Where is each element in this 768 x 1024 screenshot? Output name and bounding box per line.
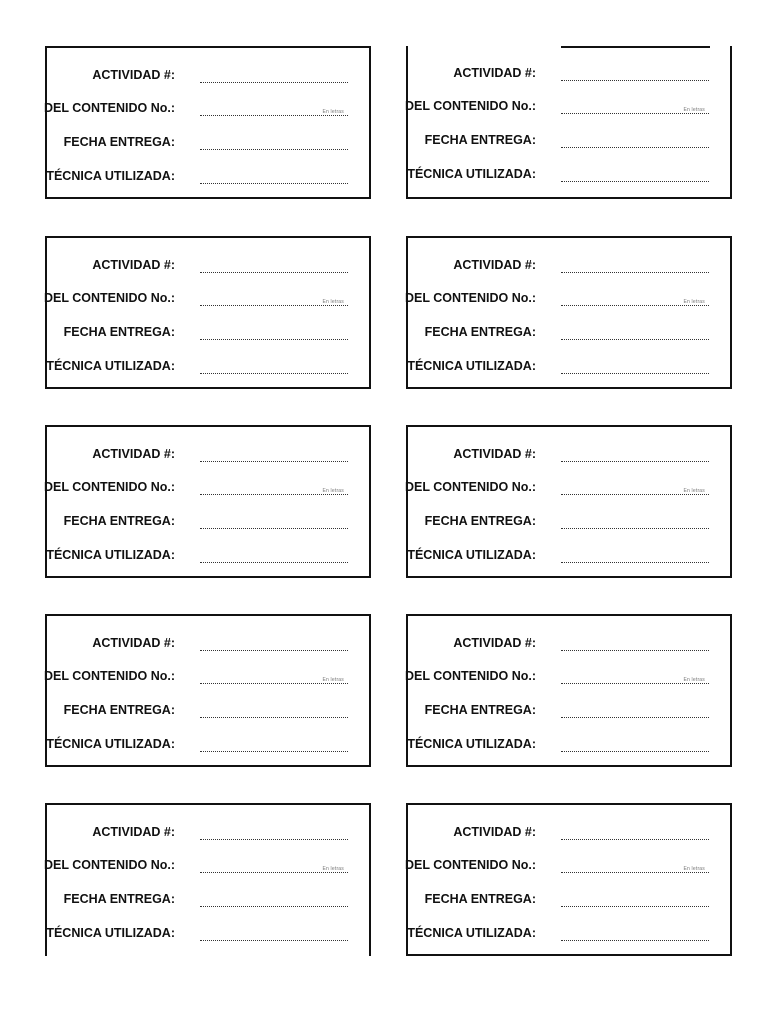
activity-card [45, 803, 371, 956]
field-hint: En letras [683, 677, 705, 683]
activity-card [406, 46, 732, 199]
field-blank-fecha-entrega[interactable] [561, 147, 709, 148]
field-blank-tecnica-utilizada[interactable] [561, 751, 709, 752]
field-row-tecnica-utilizada [47, 736, 369, 756]
field-label-contenido: DEL CONTENIDO No.: [404, 480, 536, 494]
activity-card [45, 46, 371, 199]
field-label-fecha-entrega: FECHA ENTREGA: [424, 514, 536, 528]
field-blank-tecnica-utilizada[interactable] [561, 562, 709, 563]
field-row-tecnica-utilizada [408, 925, 730, 945]
field-label-contenido: DEL CONTENIDO No.: [404, 669, 536, 683]
field-row-fecha-entrega [408, 132, 730, 152]
field-row-actividad [408, 65, 730, 85]
field-blank-actividad[interactable] [200, 839, 348, 840]
field-label-actividad: ACTIVIDAD #: [453, 825, 536, 839]
field-label-tecnica-utilizada: TÉCNICA UTILIZADA: [407, 359, 536, 373]
field-label-tecnica-utilizada: TÉCNICA UTILIZADA: [407, 926, 536, 940]
field-row-tecnica-utilizada [47, 547, 369, 567]
field-row-fecha-entrega [47, 513, 369, 533]
field-hint: En letras [683, 107, 705, 113]
field-blank-actividad[interactable] [561, 461, 709, 462]
field-row-actividad [408, 635, 730, 655]
field-label-tecnica-utilizada: TÉCNICA UTILIZADA: [46, 169, 175, 183]
field-hint: En letras [322, 109, 344, 115]
field-label-contenido: DEL CONTENIDO No.: [43, 101, 175, 115]
activity-card [406, 236, 732, 389]
field-row-actividad [47, 446, 369, 466]
field-blank-tecnica-utilizada[interactable] [561, 940, 709, 941]
activity-card [45, 614, 371, 767]
field-blank-fecha-entrega[interactable] [200, 528, 348, 529]
field-row-actividad [47, 635, 369, 655]
field-blank-tecnica-utilizada[interactable] [200, 940, 348, 941]
field-label-actividad: ACTIVIDAD #: [92, 825, 175, 839]
field-label-fecha-entrega: FECHA ENTREGA: [424, 892, 536, 906]
field-label-fecha-entrega: FECHA ENTREGA: [424, 133, 536, 147]
field-blank-tecnica-utilizada[interactable] [200, 183, 348, 184]
field-row-actividad [408, 446, 730, 466]
field-blank-contenido[interactable] [200, 872, 348, 873]
field-row-tecnica-utilizada [408, 547, 730, 567]
field-blank-tecnica-utilizada[interactable] [561, 181, 709, 182]
field-row-contenido [43, 857, 369, 877]
field-blank-fecha-entrega[interactable] [200, 717, 348, 718]
field-blank-contenido[interactable] [200, 115, 348, 116]
field-blank-actividad[interactable] [561, 650, 709, 651]
field-blank-tecnica-utilizada[interactable] [200, 373, 348, 374]
field-blank-contenido[interactable] [561, 872, 709, 873]
field-row-actividad [47, 824, 369, 844]
field-label-fecha-entrega: FECHA ENTREGA: [63, 325, 175, 339]
field-blank-fecha-entrega[interactable] [561, 339, 709, 340]
field-hint: En letras [322, 866, 344, 872]
field-blank-actividad[interactable] [561, 272, 709, 273]
field-blank-contenido[interactable] [200, 494, 348, 495]
field-label-fecha-entrega: FECHA ENTREGA: [63, 514, 175, 528]
field-label-tecnica-utilizada: TÉCNICA UTILIZADA: [407, 167, 536, 181]
activity-card [45, 425, 371, 578]
field-row-fecha-entrega [408, 324, 730, 344]
field-label-contenido: DEL CONTENIDO No.: [43, 858, 175, 872]
field-row-tecnica-utilizada [47, 925, 369, 945]
field-label-actividad: ACTIVIDAD #: [92, 447, 175, 461]
field-label-contenido: DEL CONTENIDO No.: [43, 669, 175, 683]
field-blank-actividad[interactable] [200, 272, 348, 273]
field-label-fecha-entrega: FECHA ENTREGA: [424, 325, 536, 339]
activity-card [45, 236, 371, 389]
field-label-tecnica-utilizada: TÉCNICA UTILIZADA: [46, 926, 175, 940]
field-row-tecnica-utilizada [408, 166, 730, 186]
field-row-contenido [43, 668, 369, 688]
field-label-tecnica-utilizada: TÉCNICA UTILIZADA: [46, 737, 175, 751]
field-row-contenido [404, 668, 730, 688]
field-label-actividad: ACTIVIDAD #: [92, 636, 175, 650]
field-label-actividad: ACTIVIDAD #: [453, 447, 536, 461]
field-blank-tecnica-utilizada[interactable] [200, 562, 348, 563]
field-blank-actividad[interactable] [561, 839, 709, 840]
field-blank-fecha-entrega[interactable] [561, 717, 709, 718]
field-blank-contenido[interactable] [200, 305, 348, 306]
field-row-actividad [47, 257, 369, 277]
field-blank-fecha-entrega[interactable] [200, 906, 348, 907]
field-label-tecnica-utilizada: TÉCNICA UTILIZADA: [46, 359, 175, 373]
field-blank-fecha-entrega[interactable] [200, 149, 348, 150]
field-row-fecha-entrega [47, 702, 369, 722]
field-blank-contenido[interactable] [561, 113, 709, 114]
field-row-actividad [408, 257, 730, 277]
field-row-contenido [43, 290, 369, 310]
field-row-contenido [404, 479, 730, 499]
field-label-actividad: ACTIVIDAD #: [453, 636, 536, 650]
field-blank-actividad[interactable] [200, 650, 348, 651]
field-row-contenido [43, 100, 369, 120]
field-row-contenido [43, 479, 369, 499]
field-label-contenido: DEL CONTENIDO No.: [43, 291, 175, 305]
field-label-contenido: DEL CONTENIDO No.: [43, 480, 175, 494]
field-row-actividad [408, 824, 730, 844]
field-row-tecnica-utilizada [408, 358, 730, 378]
field-row-contenido [404, 98, 730, 118]
field-row-tecnica-utilizada [408, 736, 730, 756]
field-row-fecha-entrega [47, 324, 369, 344]
field-label-actividad: ACTIVIDAD #: [92, 68, 175, 82]
activity-card [406, 803, 732, 956]
field-row-tecnica-utilizada [47, 358, 369, 378]
field-blank-contenido[interactable] [561, 494, 709, 495]
field-blank-tecnica-utilizada[interactable] [561, 373, 709, 374]
activity-card [406, 425, 732, 578]
field-row-fecha-entrega [408, 702, 730, 722]
field-blank-fecha-entrega[interactable] [561, 906, 709, 907]
field-hint: En letras [322, 299, 344, 305]
field-row-actividad [47, 67, 369, 87]
field-hint: En letras [683, 488, 705, 494]
field-hint: En letras [322, 488, 344, 494]
field-row-fecha-entrega [47, 134, 369, 154]
field-hint: En letras [322, 677, 344, 683]
field-blank-fecha-entrega[interactable] [200, 339, 348, 340]
field-blank-actividad[interactable] [561, 80, 709, 81]
field-row-fecha-entrega [408, 891, 730, 911]
field-blank-fecha-entrega[interactable] [561, 528, 709, 529]
field-label-contenido: DEL CONTENIDO No.: [404, 858, 536, 872]
activity-card [406, 614, 732, 767]
field-blank-actividad[interactable] [200, 461, 348, 462]
field-label-actividad: ACTIVIDAD #: [453, 66, 536, 80]
field-hint: En letras [683, 299, 705, 305]
field-blank-tecnica-utilizada[interactable] [200, 751, 348, 752]
field-label-actividad: ACTIVIDAD #: [453, 258, 536, 272]
field-blank-actividad[interactable] [200, 82, 348, 83]
field-row-contenido [404, 857, 730, 877]
field-label-fecha-entrega: FECHA ENTREGA: [63, 892, 175, 906]
field-label-fecha-entrega: FECHA ENTREGA: [424, 703, 536, 717]
field-label-tecnica-utilizada: TÉCNICA UTILIZADA: [407, 548, 536, 562]
field-row-contenido [404, 290, 730, 310]
field-blank-contenido[interactable] [561, 683, 709, 684]
field-label-fecha-entrega: FECHA ENTREGA: [63, 135, 175, 149]
field-label-tecnica-utilizada: TÉCNICA UTILIZADA: [407, 737, 536, 751]
field-blank-contenido[interactable] [561, 305, 709, 306]
field-label-fecha-entrega: FECHA ENTREGA: [63, 703, 175, 717]
field-hint: En letras [683, 866, 705, 872]
field-label-actividad: ACTIVIDAD #: [92, 258, 175, 272]
field-blank-contenido[interactable] [200, 683, 348, 684]
field-row-fecha-entrega [408, 513, 730, 533]
field-label-tecnica-utilizada: TÉCNICA UTILIZADA: [46, 548, 175, 562]
field-label-contenido: DEL CONTENIDO No.: [404, 99, 536, 113]
field-label-contenido: DEL CONTENIDO No.: [404, 291, 536, 305]
field-row-tecnica-utilizada [47, 168, 369, 188]
field-row-fecha-entrega [47, 891, 369, 911]
